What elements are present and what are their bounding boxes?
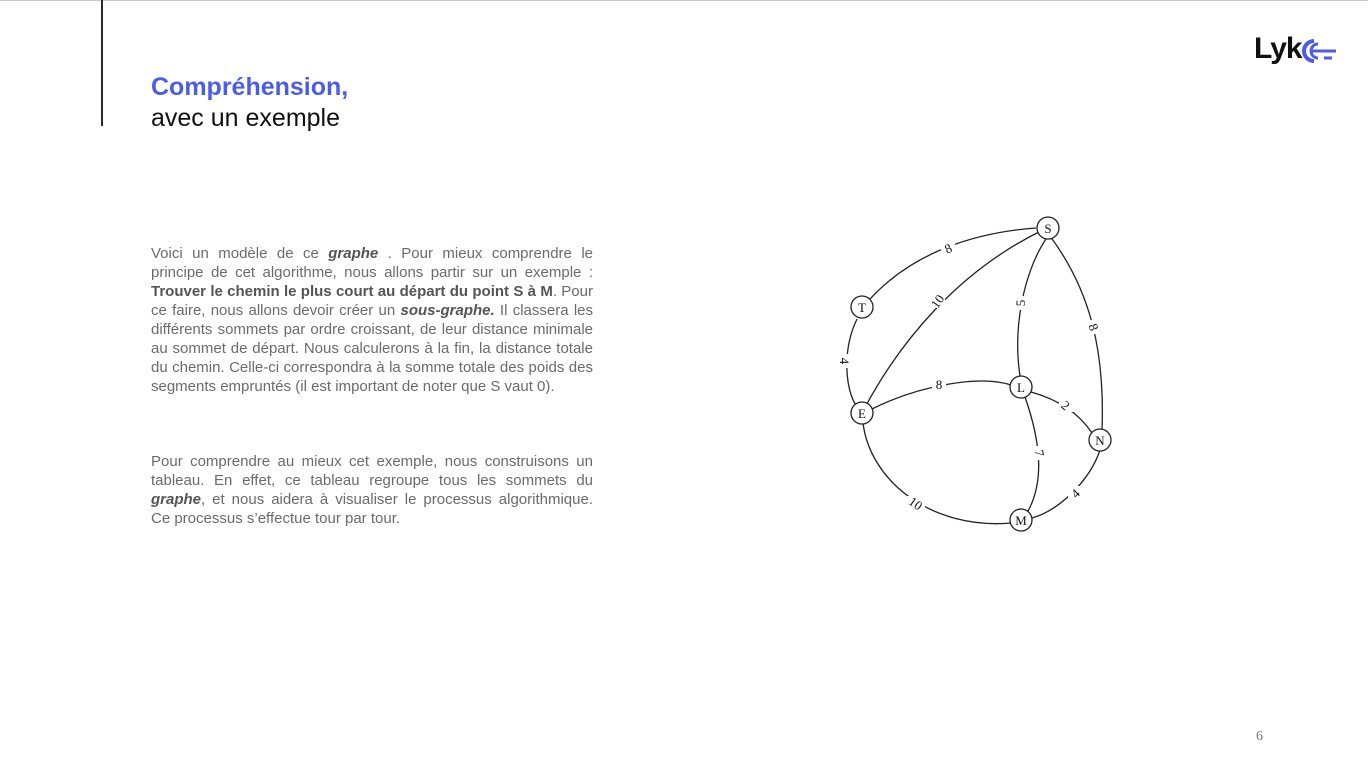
- text-segment: , et nous aidera à visualiser le processus algorithmique. Ce processus s’effectue tour par tour.: [151, 491, 593, 527]
- edge-weight-label: 8: [1085, 321, 1102, 333]
- edge-weight-label: 8: [935, 377, 943, 392]
- edge-weight-label: 7: [1031, 448, 1048, 458]
- edge-weight-label: 8: [942, 240, 955, 257]
- edge-weight-label: 4: [837, 357, 852, 365]
- edge-weight-label: 10: [927, 291, 948, 311]
- edge-weight-label: 4: [1067, 485, 1083, 501]
- page-number: 6: [1256, 729, 1263, 744]
- node-label-S: S: [1044, 221, 1052, 236]
- text-segment: Il classera les différents sommets par ordre croissant, de leur distance minimale au sommet de départ. Nous calculerons à la fin, la distance totale du chemin. Celle-ci correspondra à la somme totale des poids des segments empruntés (il est important de noter que S vaut 0).: [151, 302, 593, 395]
- logo: [1254, 32, 1338, 72]
- side-divider: [101, 0, 103, 126]
- node-label-T: T: [858, 300, 866, 315]
- edge-M-N: [1032, 450, 1100, 518]
- text-segment: . Pour ce faire, nous allons devoir créer un: [151, 283, 593, 319]
- graph-diagram: [830, 210, 1130, 540]
- edge-L-S: [1018, 239, 1046, 387]
- paragraph-table: [151, 452, 593, 528]
- lykos-logo-icon: [1294, 38, 1338, 64]
- emphasis-graphe: graphe: [151, 491, 202, 508]
- edge-weight-label: 5: [1013, 299, 1028, 307]
- node-label-E: E: [858, 406, 866, 421]
- node-label-L: L: [1017, 380, 1025, 395]
- slide-title: [151, 72, 348, 134]
- emphasis-objective: Trouver le chemin le plus court au départ du point S à M: [151, 283, 553, 300]
- paragraph-intro: [151, 244, 593, 396]
- top-divider: [0, 0, 1368, 1]
- text-segment: . Pour mieux comprendre le principe de cet algorithme, nous allons partir sur un exemple :: [151, 245, 593, 281]
- text-segment: Pour comprendre au mieux cet exemple, nous construisons un tableau. En effet, ce tableau regroupe tous les sommets du: [151, 453, 593, 489]
- node-label-M: M: [1015, 513, 1027, 528]
- node-label-N: N: [1095, 433, 1105, 448]
- edge-weight-label: 10: [906, 493, 926, 514]
- emphasis-graphe: graphe: [328, 245, 379, 262]
- logo-text: Lyk: [1254, 32, 1302, 65]
- edge-E-M: [863, 423, 1012, 524]
- text-segment: Voici un modèle de ce: [151, 245, 329, 262]
- title-line-2: avec un exemple: [151, 104, 341, 132]
- edge-weight-label: 2: [1058, 397, 1073, 414]
- emphasis-sous-graphe: sous-graphe.: [400, 302, 495, 319]
- title-line-1: Compréhension,: [151, 73, 349, 101]
